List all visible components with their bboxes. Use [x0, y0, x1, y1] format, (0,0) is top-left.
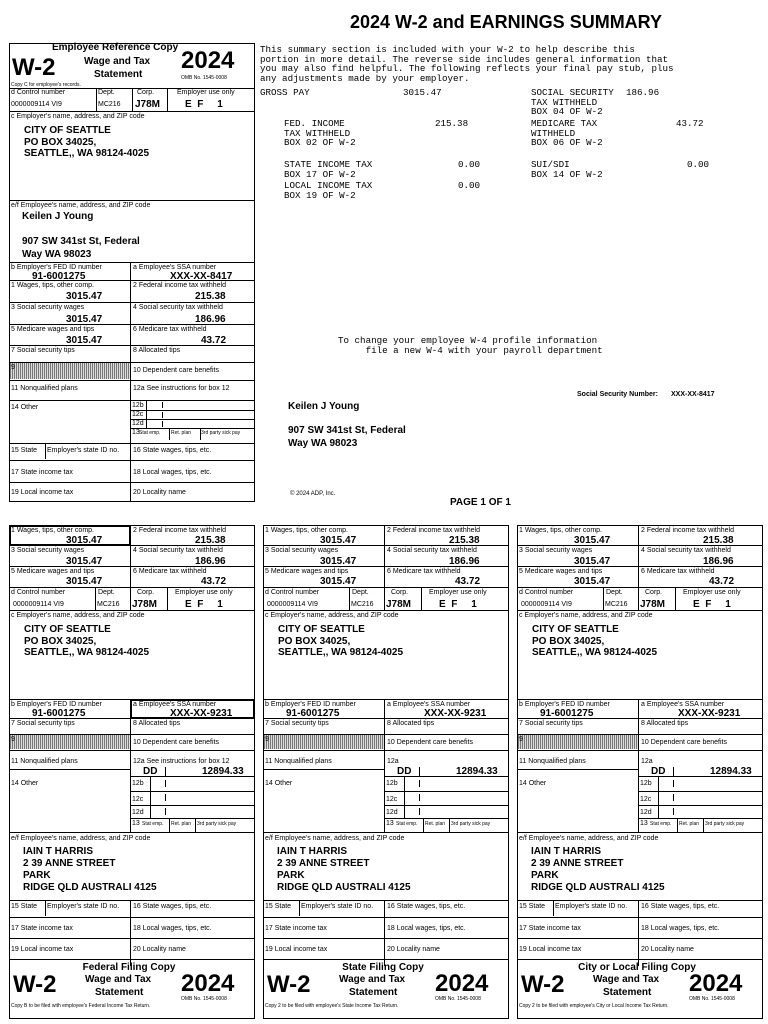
box4-label: 4 Social security tax withheld	[133, 547, 223, 554]
employee-line1: IAIN T HARRIS	[531, 846, 601, 857]
gross-pay-label: GROSS PAY	[260, 87, 310, 98]
ref-box7-label: 7 Social security tips	[11, 347, 75, 354]
box17-label: 17 State income tax	[265, 925, 327, 932]
state-tax-value: 0.00	[458, 159, 481, 170]
copy-note: Copy 2 to be filed with employee's City or Local Income Tax Return.	[519, 1003, 669, 1009]
statement-label: Statement	[349, 987, 398, 998]
employer-line1: CITY OF SEATTLE	[24, 624, 111, 635]
box10-label: 10 Dependent care benefits	[133, 739, 220, 746]
employee-line1: IAIN T HARRIS	[23, 846, 93, 857]
dept-value: MC216	[351, 601, 374, 608]
sui-value: 0.00	[687, 159, 710, 170]
box4-value: 186.96	[449, 556, 480, 567]
ref-box13a: Stat emp.	[139, 430, 161, 436]
box3-value: 3015.47	[320, 556, 357, 567]
ref-ef: E F 1	[185, 99, 223, 110]
ref-statement: Statement	[94, 69, 143, 80]
box11-label: 11 Nonqualified plans	[11, 758, 78, 765]
box8-label: 8 Allocated tips	[387, 720, 435, 727]
ref-box2: 215.38	[195, 291, 226, 302]
summary-intro: This summary section is included with your W-2 to help describe this portion in more detail. The reverse side includes general information that you may also find helpful. The following reflects your final pay stub, plus any adjustments made by your employer.	[260, 44, 674, 84]
fedid-label: b Employer's FED ID number	[11, 701, 102, 708]
box12c-label: 12c	[640, 796, 652, 803]
control-label: d Control number	[519, 589, 574, 596]
control-number: 0000009114 VI9	[13, 601, 64, 608]
copy-note: Copy B to be filed with employee's Federal Income Tax Return.	[11, 1003, 151, 1009]
fed-tax-value: 215.38	[435, 118, 469, 129]
box13-sick: 3rd party sick pay	[705, 821, 745, 827]
ref-box15-label: 15 State	[11, 447, 38, 454]
employer-line2: PO BOX 34025,	[532, 636, 605, 647]
ref-w2-logo: W-2	[12, 54, 56, 81]
dept-label: Dept.	[606, 589, 623, 596]
ss-tax-label: SOCIAL SECURITY TAX WITHHELD BOX 04 OF W-2	[531, 87, 614, 118]
box17-label: 17 State income tax	[519, 925, 581, 932]
ssa-highlight	[130, 699, 255, 719]
box16-label: 16 State wages, tips, etc.	[387, 903, 466, 910]
box13-stat: Stat emp.	[142, 821, 164, 827]
local-tax-value: 0.00	[458, 180, 481, 191]
ref-box12d-label: 12d	[132, 420, 144, 427]
ref-box17-label: 17 State income tax	[11, 469, 73, 476]
box12a-value: 12894.33	[202, 766, 244, 777]
box20-label: 20 Locality name	[641, 946, 694, 953]
employee-line4: RIDGE QLD AUSTRALI 4125	[23, 882, 157, 893]
empuse-label: Employer use only	[429, 589, 487, 596]
box7-label: 7 Social security tips	[11, 720, 75, 727]
box9-shade	[264, 735, 384, 749]
ssa-label: a Employee's SSA number	[387, 701, 471, 708]
box15-label: 15 State	[11, 903, 38, 910]
employee-line4: RIDGE QLD AUSTRALI 4125	[531, 882, 665, 893]
employee-line2: 2 39 ANNE STREET	[277, 858, 370, 869]
control-label: d Control number	[265, 589, 320, 596]
ref-box10-label: 10 Dependent care benefits	[133, 367, 220, 374]
fedid-label: b Employer's FED ID number	[519, 701, 610, 708]
box15-id-label: Employer's state ID no.	[47, 903, 120, 910]
ref-employer-3: SEATTLE,, WA 98124-4025	[24, 148, 150, 159]
box1-value: 3015.47	[66, 535, 103, 546]
box20-label: 20 Locality name	[133, 946, 186, 953]
box12b-label: 12b	[386, 780, 398, 787]
sui-label: SUI/SDI BOX 14 OF W-2	[531, 159, 603, 180]
ref-box12c-label: 12c	[132, 411, 144, 418]
fedid-value: 91-6001275	[540, 708, 594, 719]
filing-copy-2	[263, 525, 509, 1019]
ssa-value: XXX-XX-9231	[170, 708, 233, 719]
ref-employee-label: e/f Employee's name, address, and ZIP code	[11, 202, 151, 209]
ref-box11-label: 11 Nonqualified plans	[11, 385, 78, 392]
box3-label: 3 Social security wages	[519, 547, 593, 554]
box4-label: 4 Social security tax withheld	[641, 547, 731, 554]
copy-title: State Filing Copy	[342, 962, 424, 973]
box18-label: 18 Local wages, tips, etc.	[641, 925, 720, 932]
ref-employee-2: 907 SW 341st St, Federal	[22, 236, 140, 247]
box12a-value: 12894.33	[710, 766, 752, 777]
employee-line1: IAIN T HARRIS	[277, 846, 347, 857]
wage-tax-label: Wage and Tax	[85, 974, 152, 985]
corp-value: J78M	[640, 599, 666, 610]
box10-label: 10 Dependent care benefits	[641, 739, 728, 746]
ref-box9-label: 9	[11, 364, 15, 371]
box5-label: 5 Medicare wages and tips	[265, 568, 349, 575]
employee-line3: PARK	[23, 870, 51, 881]
box13-label: 13	[132, 820, 140, 827]
ref-box13-label: 13	[132, 429, 140, 436]
ref-fedid-label: b Employer's FED ID number	[11, 264, 102, 271]
employee-label: e/f Employee's name, address, and ZIP code	[265, 835, 405, 842]
box4-value: 186.96	[703, 556, 734, 567]
employer-label: c Employer's name, address, and ZIP code	[519, 612, 653, 619]
box13-stat: Stat emp.	[650, 821, 672, 827]
box5-value: 3015.47	[320, 576, 357, 587]
ref-box15-id-label: Employer's state ID no.	[47, 447, 120, 454]
box9-label: 9	[519, 736, 523, 743]
box16-label: 16 State wages, tips, etc.	[641, 903, 720, 910]
ref-box5: 3015.47	[66, 335, 103, 346]
box2-value: 215.38	[195, 535, 226, 546]
dept-label: Dept.	[352, 589, 369, 596]
box2-label: 2 Federal income tax withheld	[641, 527, 734, 534]
mail-line1: 907 SW 341st St, Federal	[288, 425, 406, 436]
employer-label: c Employer's name, address, and ZIP code	[265, 612, 399, 619]
corp-value: J78M	[132, 599, 158, 610]
control-number: 0000009114 VI9	[267, 601, 318, 608]
ref-box4: 186.96	[195, 314, 226, 325]
box14-label: 14 Other	[519, 780, 547, 787]
box11-label: 11 Nonqualified plans	[265, 758, 332, 765]
box18-label: 18 Local wages, tips, etc.	[387, 925, 466, 932]
copyright: © 2024 ADP, Inc.	[290, 491, 336, 497]
box12a-label: 12a	[387, 758, 399, 765]
employee-label: e/f Employee's name, address, and ZIP code	[519, 835, 659, 842]
box3-value: 3015.47	[574, 556, 611, 567]
box19-label: 19 Local income tax	[11, 946, 74, 953]
ref-box20-label: 20 Locality name	[133, 489, 186, 496]
employer-line3: SEATTLE,, WA 98124-4025	[532, 647, 658, 658]
page-number: PAGE 1 OF 1	[450, 497, 511, 508]
ref-fedid: 91-6001275	[32, 271, 86, 282]
mail-name: Keilen J Young	[288, 401, 360, 412]
ref-employer-1: CITY OF SEATTLE	[24, 125, 111, 136]
corp-value: J78M	[386, 599, 412, 610]
ssn-label: Social Security Number:	[577, 391, 658, 398]
omb-number: OMB No. 1545-0008	[689, 996, 735, 1002]
corp-label: Corp.	[391, 589, 409, 596]
employee-line3: PARK	[531, 870, 559, 881]
corp-label: Corp.	[645, 589, 663, 596]
box4-label: 4 Social security tax withheld	[387, 547, 477, 554]
copy-title: City or Local Filing Copy	[578, 962, 696, 973]
box5-value: 3015.47	[574, 576, 611, 587]
wage-tax-label: Wage and Tax	[593, 974, 660, 985]
box7-label: 7 Social security tips	[265, 720, 329, 727]
omb-number: OMB No. 1545-0008	[181, 996, 227, 1002]
w4-note: To change your employee W-4 profile information file a new W-4 with your payroll department	[338, 335, 603, 356]
box12b-label: 12b	[640, 780, 652, 787]
box15-id-label: Employer's state ID no.	[301, 903, 374, 910]
ref-year: 2024	[181, 47, 235, 74]
omb-number: OMB No. 1545-0008	[435, 996, 481, 1002]
mail-line2: Way WA 98023	[288, 438, 358, 449]
employee-label: e/f Employee's name, address, and ZIP code	[11, 835, 151, 842]
ref-box1: 3015.47	[66, 291, 103, 302]
statement-label: Statement	[95, 987, 144, 998]
w2-logo: W-2	[267, 971, 311, 998]
box13-ret: Ret. plan	[171, 821, 192, 827]
medicare-tax-value: 43.72	[676, 118, 704, 129]
box12d-label: 12d	[640, 809, 652, 816]
ef-value: E F 1	[185, 599, 223, 610]
employee-line4: RIDGE QLD AUSTRALI 4125	[277, 882, 411, 893]
box12a-code: DD	[397, 766, 412, 777]
box12a-value: 12894.33	[456, 766, 498, 777]
ssa-value: XXX-XX-9231	[678, 708, 741, 719]
box12b-label: 12b	[132, 780, 144, 787]
employee-line3: PARK	[277, 870, 305, 881]
box18-label: 18 Local wages, tips, etc.	[133, 925, 212, 932]
box16-label: 16 State wages, tips, etc.	[133, 903, 212, 910]
ref-box6-label: 6 Medicare tax withheld	[133, 326, 207, 333]
ref-employee-3: Way WA 98023	[22, 249, 92, 260]
ref-box3: 3015.47	[66, 314, 103, 325]
employer-line3: SEATTLE,, WA 98124-4025	[24, 647, 150, 658]
medicare-tax-label: MEDICARE TAX WITHHELD BOX 06 OF W-2	[531, 118, 603, 149]
ref-employer-2: PO BOX 34025,	[24, 137, 97, 148]
wage-tax-label: Wage and Tax	[339, 974, 406, 985]
ref-dept: MC216	[98, 101, 121, 108]
ref-ssa-label: a Employee's SSA number	[133, 264, 217, 271]
box13-label: 13	[386, 820, 394, 827]
box19-label: 19 Local income tax	[519, 946, 582, 953]
box1-value: 3015.47	[574, 535, 611, 546]
box1-value: 3015.47	[320, 535, 357, 546]
box6-value: 43.72	[709, 576, 735, 587]
box15-label: 15 State	[519, 903, 546, 910]
box13-sick: 3rd party sick pay	[451, 821, 491, 827]
box1-label: 1 Wages, tips, other comp.	[265, 527, 348, 534]
filing-copy-3	[517, 525, 763, 1019]
box2-value: 215.38	[449, 535, 480, 546]
empuse-label: Employer use only	[175, 589, 233, 596]
box1-label: 1 Wages, tips, other comp.	[519, 527, 602, 534]
ef-value: E F 1	[439, 599, 477, 610]
ref-box5-label: 5 Medicare wages and tips	[11, 326, 95, 333]
ss-tax-value: 186.96	[626, 87, 660, 98]
box5-label: 5 Medicare wages and tips	[519, 568, 603, 575]
box13-ret: Ret. plan	[425, 821, 446, 827]
ref-box19-label: 19 Local income tax	[11, 489, 74, 496]
dept-label: Dept.	[98, 589, 115, 596]
fedid-label: b Employer's FED ID number	[265, 701, 356, 708]
box9-label: 9	[11, 736, 15, 743]
box2-value: 215.38	[703, 535, 734, 546]
ref-box18-label: 18 Local wages, tips, etc.	[133, 469, 212, 476]
ref-box4-label: 4 Social security tax withheld	[133, 304, 223, 311]
box8-label: 8 Allocated tips	[133, 720, 181, 727]
ssa-label: a Employee's SSA number	[133, 701, 217, 708]
box12a-code: DD	[651, 766, 666, 777]
corp-label: Corp.	[137, 589, 155, 596]
dept-value: MC216	[605, 601, 628, 608]
control-number: 0000009114 VI9	[521, 601, 572, 608]
ref-box16-label: 16 State wages, tips, etc.	[133, 447, 212, 454]
ref-box8-label: 8 Allocated tips	[133, 347, 181, 354]
box6-value: 43.72	[201, 576, 227, 587]
ref-box2-label: 2 Federal income tax withheld	[133, 282, 226, 289]
w2-logo: W-2	[13, 971, 57, 998]
ref-copy-title: Employee Reference Copy	[52, 42, 179, 53]
box12c-label: 12c	[386, 796, 398, 803]
gross-pay-value: 3015.47	[403, 87, 442, 98]
form-year: 2024	[689, 970, 743, 997]
control-label: d Control number	[11, 589, 66, 596]
ssn-value: XXX-XX-8417	[671, 391, 715, 398]
box8-label: 8 Allocated tips	[641, 720, 689, 727]
employer-line1: CITY OF SEATTLE	[278, 624, 365, 635]
box9-shade	[10, 735, 130, 749]
employer-line3: SEATTLE,, WA 98124-4025	[278, 647, 404, 658]
ref-empuse-label: Employer use only	[177, 89, 235, 96]
ref-employee-1: Keilen J Young	[22, 211, 94, 222]
ref-employer-label: c Employer's name, address, and ZIP code	[11, 113, 145, 120]
ref-ssa: XXX-XX-8417	[170, 271, 233, 282]
ref-box14-label: 14 Other	[11, 404, 39, 411]
form-year: 2024	[181, 970, 235, 997]
ssa-label: a Employee's SSA number	[641, 701, 725, 708]
ref-corp-label: Corp.	[137, 89, 155, 96]
ref-box13b: Ret. plan	[171, 430, 192, 436]
box6-label: 6 Medicare tax withheld	[133, 568, 207, 575]
box5-value: 3015.47	[66, 576, 103, 587]
box13-sick: 3rd party sick pay	[197, 821, 237, 827]
fedid-value: 91-6001275	[286, 708, 340, 719]
fed-tax-label: FED. INCOME TAX WITHHELD BOX 02 OF W-2	[284, 118, 356, 149]
box3-label: 3 Social security wages	[11, 547, 85, 554]
box2-label: 2 Federal income tax withheld	[133, 527, 226, 534]
copy-note: Copy 2 to be filed with employee's State Income Tax Return.	[265, 1003, 399, 1009]
ref-omb: OMB No. 1545-0008	[181, 75, 227, 81]
box9-label: 9	[265, 736, 269, 743]
box3-label: 3 Social security wages	[265, 547, 339, 554]
ref-box3-label: 3 Social security wages	[11, 304, 85, 311]
box6-label: 6 Medicare tax withheld	[387, 568, 461, 575]
empuse-label: Employer use only	[683, 589, 741, 596]
box13-label: 13	[640, 820, 648, 827]
employer-line2: PO BOX 34025,	[278, 636, 351, 647]
box3-value: 3015.47	[66, 556, 103, 567]
ref-box1-label: 1 Wages, tips, other comp.	[11, 282, 94, 289]
box6-value: 43.72	[455, 576, 481, 587]
box7-label: 7 Social security tips	[519, 720, 583, 727]
ref-wage-tax: Wage and Tax	[84, 56, 151, 67]
employer-line2: PO BOX 34025,	[24, 636, 97, 647]
state-tax-label: STATE INCOME TAX BOX 17 OF W-2	[284, 159, 373, 180]
box12a-label: 12a See instructions for box 12	[133, 758, 230, 765]
box17-label: 17 State income tax	[11, 925, 73, 932]
ref-box9-shade	[10, 363, 130, 379]
box19-label: 19 Local income tax	[265, 946, 328, 953]
box1-2-highlight	[9, 525, 131, 546]
fedid-value: 91-6001275	[32, 708, 86, 719]
box20-label: 20 Locality name	[387, 946, 440, 953]
ref-control: 0000009114 VI9	[11, 101, 62, 108]
box12d-label: 12d	[386, 809, 398, 816]
w2-logo: W-2	[521, 971, 565, 998]
ref-box12b-label: 12b	[132, 402, 144, 409]
box9-shade	[518, 735, 638, 749]
box5-label: 5 Medicare wages and tips	[11, 568, 95, 575]
copy-title: Federal Filing Copy	[82, 962, 176, 973]
employer-label: c Employer's name, address, and ZIP code	[11, 612, 145, 619]
box2-label: 2 Federal income tax withheld	[387, 527, 480, 534]
box10-label: 10 Dependent care benefits	[387, 739, 474, 746]
box12a-label: 12a	[641, 758, 653, 765]
box1-label: 1 Wages, tips, other comp.	[11, 527, 94, 534]
form-year: 2024	[435, 970, 489, 997]
filing-copy-1	[9, 525, 255, 1019]
summary-title: 2024 W-2 and EARNINGS SUMMARY	[350, 12, 663, 32]
box12a-code: DD	[143, 766, 158, 777]
box12c-label: 12c	[132, 796, 144, 803]
box15-id-label: Employer's state ID no.	[555, 903, 628, 910]
ssa-value: XXX-XX-9231	[424, 708, 487, 719]
box6-label: 6 Medicare tax withheld	[641, 568, 715, 575]
box14-label: 14 Other	[11, 780, 39, 787]
box13-ret: Ret. plan	[679, 821, 700, 827]
box14-label: 14 Other	[265, 780, 293, 787]
employee-line2: 2 39 ANNE STREET	[531, 858, 624, 869]
ef-value: E F 1	[693, 599, 731, 610]
local-tax-label: LOCAL INCOME TAX BOX 19 OF W-2	[284, 180, 373, 201]
dept-value: MC216	[97, 601, 120, 608]
ref-box12a-label: 12a See instructions for box 12	[133, 385, 230, 392]
employer-line1: CITY OF SEATTLE	[532, 624, 619, 635]
ref-box6: 43.72	[201, 335, 227, 346]
box13-stat: Stat emp.	[396, 821, 418, 827]
ref-dept-label: Dept.	[98, 89, 115, 96]
box12d-label: 12d	[132, 809, 144, 816]
ref-control-label: d Control number	[11, 89, 66, 96]
box11-label: 11 Nonqualified plans	[519, 758, 586, 765]
statement-label: Statement	[603, 987, 652, 998]
ref-copy-note: Copy C for employee's records.	[11, 82, 81, 88]
box15-label: 15 State	[265, 903, 292, 910]
employee-line2: 2 39 ANNE STREET	[23, 858, 116, 869]
box4-value: 186.96	[195, 556, 226, 567]
ref-corp: J78M	[135, 99, 161, 110]
ref-box13c: 3rd party sick pay	[201, 430, 241, 436]
